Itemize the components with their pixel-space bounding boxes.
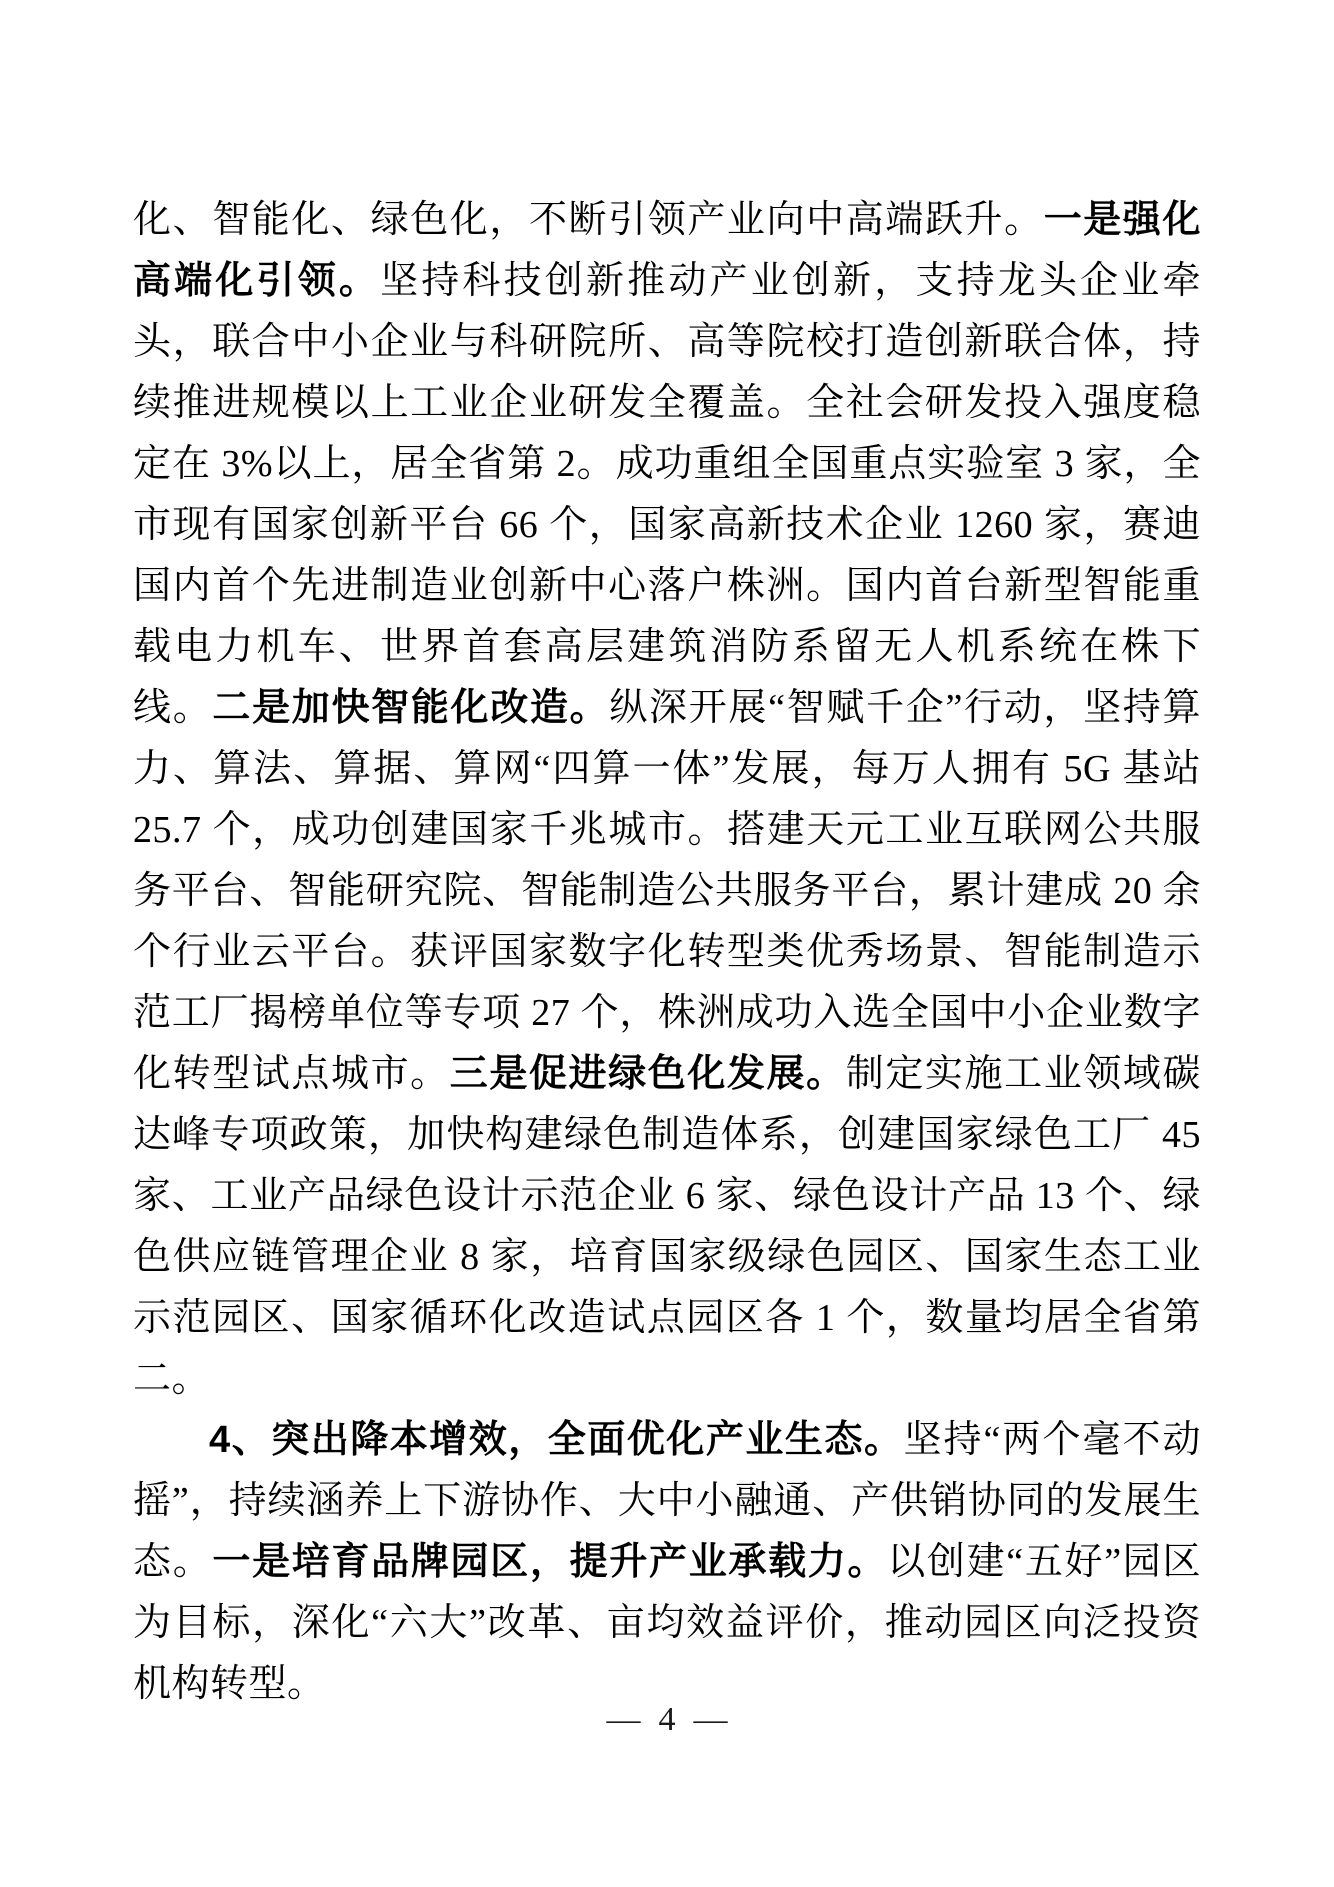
text-run-normal: 纵深开展“智赋千企”行动，坚持算力、算法、算据、算网“四算一体”发展，每万人拥有 5G 基站 25.7 个，成功创建国家千兆城市。搭建天元工业互联网公共服务平台、智能研究院、智能制造公共服务平台，累计建成 20 余个行业云平台。获评国家数字化转型类优秀场景、智能制造示范工厂揭榜单位等专项 27 个，株洲成功入选全国中小企业数字化转型试点城市。 bbox=[133, 687, 1201, 1095]
text-run-heading: 4、突出降本增效，全面优化产业生态。 bbox=[209, 1419, 904, 1461]
page-number: 4 bbox=[658, 1701, 676, 1738]
page-footer bbox=[0, 1698, 1334, 1742]
text-run-bold: 二是加快智能化改造。 bbox=[212, 687, 610, 729]
footer-left-dash: — bbox=[606, 1701, 641, 1738]
paragraph bbox=[133, 1410, 1201, 1715]
text-run-normal: 化、智能化、绿色化，不断引领产业向中高端跃升。 bbox=[133, 199, 1044, 241]
paragraph bbox=[133, 190, 1201, 1410]
footer-right-dash: — bbox=[693, 1701, 728, 1738]
text-run-bold: 一是培育品牌园区，提升产业承载力。 bbox=[212, 1541, 888, 1583]
text-run-normal: 坚持科技创新推动产业创新，支持龙头企业牵头，联合中小企业与科研院所、高等院校打造创新联合体，持续推进规模以上工业企业研发全覆盖。全社会研发投入强度稳定在 3%以上，居全省第 2。成功重组全国重点实验室 3 家，全市现有国家创新平台 66 个，国家高新技术企业 1260 家，赛迪国内首个先进制造业创新中心落户株洲。国内首台新型智能重载电力机车、世界首套高层建筑消防系留无人机系统在株下线。 bbox=[133, 260, 1201, 729]
text-run-normal: 制定实施工业领域碳达峰专项政策，加快构建绿色制造体系，创建国家绿色工厂 45 家、工业产品绿色设计示范企业 6 家、绿色设计产品 13 个、绿色供应链管理企业 8 家，培育国家级绿色园区、国家生态工业示范园区、国家循环化改造试点园区各 1 个，数量均居全省第二。 bbox=[133, 1053, 1201, 1400]
document-body bbox=[133, 190, 1201, 1715]
text-run-normal: 坚持“两个毫不动摇”，持续涵养上下游协作、大中小融通、产供销协同的发展生态。 bbox=[133, 1419, 1201, 1583]
text-run-bold: 三是促进绿色化发展。 bbox=[449, 1053, 846, 1095]
text-run-normal: 以创建“五好”园区为目标，深化“六大”改革、亩均效益评价，推动园区向泛投资机构转型。 bbox=[133, 1541, 1201, 1705]
text-run-bold: 一是强化高端化引领。 bbox=[133, 199, 1201, 302]
